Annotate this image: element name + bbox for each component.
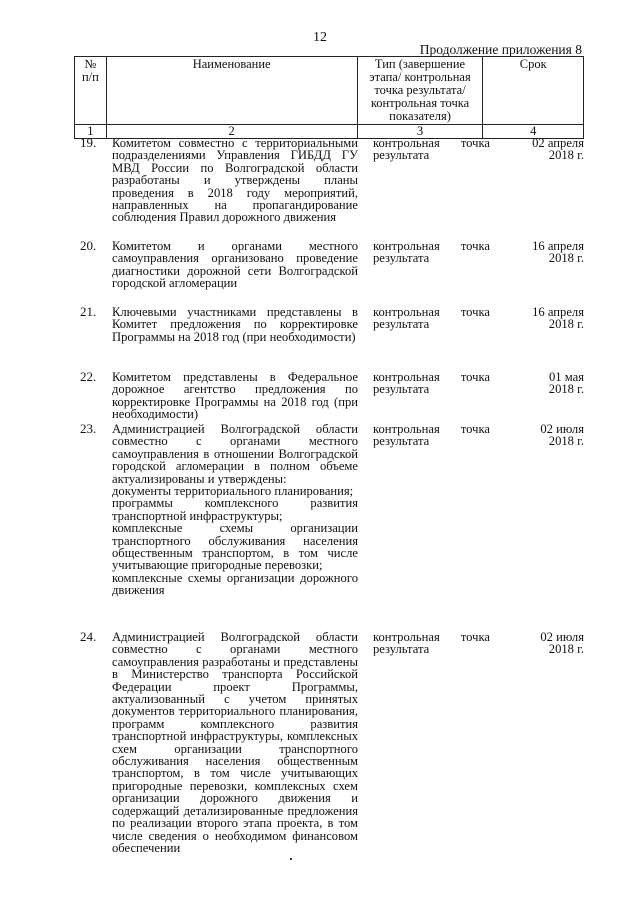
row-type-c: результата [373, 382, 430, 397]
page-number: 12 [313, 30, 327, 45]
row-type-c: результата [373, 148, 430, 163]
row-type [373, 371, 490, 396]
row-type-b: точка [460, 305, 490, 319]
row-type-a: контрольная [373, 630, 440, 644]
row-type-a: контрольная [373, 239, 440, 253]
row-type [373, 306, 490, 331]
row-name: Администрацией Волгоградской области совместно с органами местного самоуправления разработаны и представлены в Министерство транспорта Российской Федерации проект Программы, актуализованный с учетом принятых документов территориального планирования, программ комплексного развития транспортной инфраструктуры, комплексных схем организации транспортного обслуживания населения общественным транспортом, в том числе учитывающих пригородные перевозки, комплексных схем организации дорожного движения и содержащий детализированные предложения по реализации второго этапа проекта, в том числе сведения о необходимом финансовом обеспечении [112, 630, 358, 855]
row-number: 19. [80, 135, 97, 150]
row-deadline: 16 апреля 2018 г. [532, 305, 584, 332]
row-number: 21. [80, 304, 97, 319]
row-deadline: 16 апреля 2018 г. [532, 239, 584, 266]
row-type-a: контрольная [373, 422, 440, 436]
row-type-b: точка [460, 239, 490, 253]
row-deadline: 01 мая 2018 г. [548, 370, 584, 397]
row-type-c: результата [373, 317, 430, 332]
row-name: Ключевыми участниками представлены в Комитет предложения по корректировке Программы на 2018 год (при необходимости) [112, 305, 358, 344]
row-deadline: 02 июля 2018 г. [540, 630, 584, 657]
column-number-3: 3 [357, 125, 483, 139]
header-num: № п/п [75, 57, 107, 125]
header-type: Тип (завершение этапа/ контрольная точка результата/ контрольная точка показателя) [357, 57, 483, 125]
row-type [373, 240, 490, 265]
row-number: 23. [80, 421, 97, 436]
row-type-a: контрольная [373, 370, 440, 384]
row-type [373, 137, 490, 162]
row-deadline: 02 июля 2018 г. [540, 422, 584, 449]
row-name: Администрацией Волгоградской области совместно с органами местного самоуправления в отношении Волгоградской городской агломерации в полном объеме актуализированы и утверждены: документы территориального планирования; программы комплексного развития транспортной инфраструктуры; комплексные схемы организации транспортного обслуживания населения общественным транспортом, в том числе учитывающие пригородные перевозки; комплексные схемы организации дорожного движения [112, 422, 358, 598]
row-name: Комитетом представлены в Федеральное дорожное агентство предложения по корректировке Программы на 2018 год (при необходимости) [112, 370, 358, 422]
row-name: Комитетом совместно с территориальными подразделениями Управления ГИБДД ГУ МВД России по Волгоградской области разработаны и утверждены планы проведения в 2018 году мероприятий, направленных на пропагандирование соблюдения Правил дорожного движения [112, 136, 358, 225]
header-deadline: Срок [483, 57, 584, 125]
row-deadline: 02 апреля 2018 г. [532, 136, 584, 163]
row-type-c: результата [373, 251, 430, 266]
row-type [373, 423, 490, 448]
row-number: 22. [80, 369, 97, 384]
row-type-b: точка [460, 630, 490, 644]
row-name: Комитетом и органами местного самоуправления организовано проведение диагностики дорожной сети Волгоградской городской агломерации [112, 239, 358, 291]
row-type-b: точка [460, 422, 490, 436]
row-type-a: контрольная [373, 136, 440, 150]
row-type-c: результата [373, 642, 430, 657]
appendix-continuation: Продолжение приложения 8 [419, 42, 582, 57]
column-number-1: 1 [75, 125, 107, 139]
header-name: Наименование [106, 57, 357, 125]
column-number-2: 2 [106, 125, 357, 139]
row-type-b: точка [460, 370, 490, 384]
row-number: 20. [80, 238, 97, 253]
row-type-b: точка [460, 136, 490, 150]
row-type-c: результата [373, 434, 430, 449]
row-number: 24. [80, 629, 97, 644]
column-number-4: 4 [483, 125, 584, 139]
row-type-a: контрольная [373, 305, 440, 319]
row-type [373, 631, 490, 656]
scan-speck [290, 858, 292, 860]
